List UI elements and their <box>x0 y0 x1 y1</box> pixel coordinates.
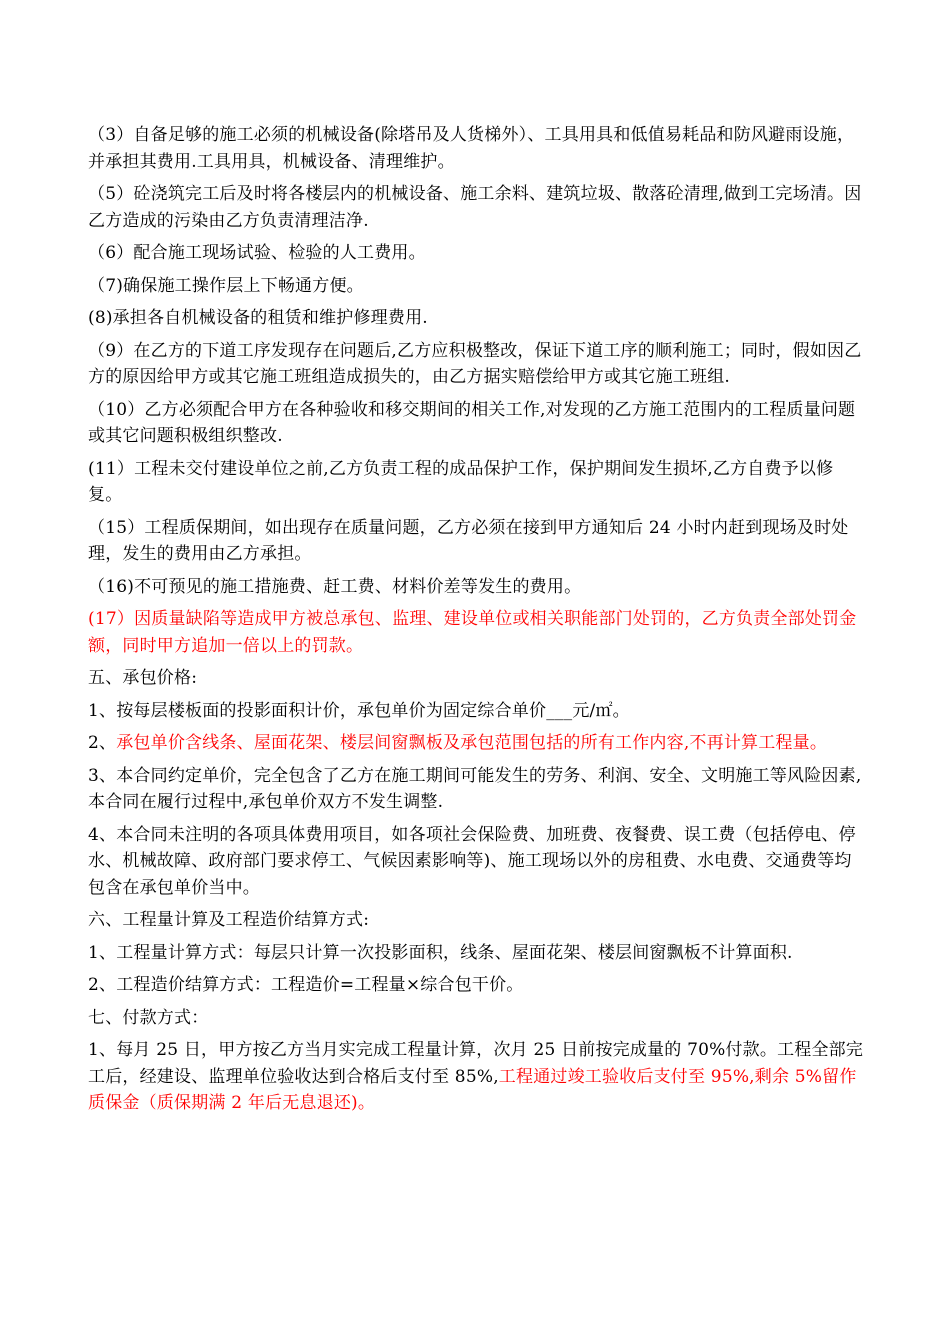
text-segment: （15）工程质保期间，如出现存在质量问题，乙方必须在接到甲方通知后 24 小时内赶到现场及时处理，发生的费用由乙方承担。 <box>88 517 849 564</box>
text-segment: (11）工程未交付建设单位之前,乙方负责工程的成品保护工作，保护期间发生损坏,乙方自费予以修复。 <box>88 458 834 505</box>
text-segment: （7)确保施工操作层上下畅通方便。 <box>88 275 364 296</box>
document-body <box>88 122 864 1123</box>
paragraph <box>88 1005 864 1032</box>
text-segment: 2、 <box>88 733 117 753</box>
paragraph <box>88 338 864 391</box>
paragraph <box>88 456 864 509</box>
paragraph <box>88 122 864 175</box>
text-segment: 3、本合同约定单价，完全包含了乙方在施工期间可能发生的劳务、利润、安全、文明施工等风险因素,本合同在履行过程中,承包单价双方不发生调整. <box>88 765 862 812</box>
text-segment: 1、工程量计算方式：每层只计算一次投影面积，线条、屋面花架、楼层间窗飘板不计算面积. <box>88 942 793 963</box>
paragraph <box>88 972 864 999</box>
text-segment: （10）乙方必须配合甲方在各种验收和移交期间的相关工作,对发现的乙方施工范围内的工程质量问题或其它问题积极组织整改. <box>88 399 856 446</box>
text-segment: （9）在乙方的下道工序发现存在问题后,乙方应积极整改，保证下道工序的顺利施工；同时，假如因乙方的原因给甲方或其它施工班组造成损失的，由乙方据实赔偿给甲方或其它施工班组. <box>88 340 862 387</box>
paragraph <box>88 515 864 568</box>
paragraph <box>88 822 864 902</box>
paragraph <box>88 907 864 934</box>
text-segment: 2、工程造价结算方式：工程造价=工程量×综合包干价。 <box>88 975 524 995</box>
paragraph <box>88 574 864 601</box>
highlighted-text: (17）因质量缺陷等造成甲方被总承包、监理、建设单位或相关职能部门处罚的，乙方负责全部处罚金额，同时甲方追加一倍以上的罚款。 <box>88 609 857 656</box>
text-segment: （6）配合施工现场试验、检验的人工费用。 <box>88 243 426 263</box>
text-segment: 1、按每层楼板面的投影面积计价，承包单价为固定综合单价___元/㎡。 <box>88 700 630 721</box>
text-segment: 五、承包价格: <box>88 668 198 688</box>
text-segment: （16)不可预见的施工措施费、赶工费、材料价差等发生的费用。 <box>88 576 582 597</box>
paragraph <box>88 940 864 967</box>
paragraph <box>88 1037 864 1117</box>
paragraph <box>88 240 864 267</box>
paragraph <box>88 273 864 300</box>
highlighted-text: 承包单价含线条、屋面花架、楼层间窗飘板及承包范围包括的所有工作内容,不再计算工程量。 <box>116 733 828 753</box>
text-segment: 4、本合同未注明的各项具体费用项目，如各项社会保险费、加班费、夜餐费、误工费（包括停电、停水、机械故障、政府部门要求停工、气候因素影响等)、施工现场以外的房租费、水电费、交通费等均包含在承包单价当中。 <box>88 824 856 898</box>
paragraph <box>88 665 864 692</box>
paragraph <box>88 397 864 450</box>
text-segment: 七、付款方式： <box>88 1007 209 1028</box>
text-segment: （5）砼浇筑完工后及时将各楼层内的机械设备、施工余料、建筑垃圾、散落砼清理,做到工完场清。因乙方造成的污染由乙方负责清理洁净. <box>88 184 862 231</box>
text-segment: （3）自备足够的施工必须的机械设备(除塔吊及人货梯外）、工具用具和低值易耗品和防风避雨设施，并承担其费用.工具用具，机械设备、清理维护。 <box>88 125 855 172</box>
text-segment: 六、工程量计算及工程造价结算方式: <box>88 910 370 930</box>
paragraph <box>88 730 864 757</box>
paragraph <box>88 181 864 234</box>
paragraph <box>88 763 864 816</box>
highlighted-text: 工程通过竣工验收后支付至 95%,剩余 5%留作质保金（质保期满 2 年后无息退还)。 <box>88 1066 857 1113</box>
paragraph <box>88 606 864 659</box>
paragraph <box>88 698 864 725</box>
text-segment: (8)承担各自机械设备的租赁和维护修理费用. <box>88 308 428 328</box>
text-segment: 1、每月 25 日，甲方按乙方当月实完成工程量计算，次月 25 日前按完成量的 70%付款。工程全部完工后，经建设、监理单位验收达到合格后支付至 85%, <box>88 1040 864 1087</box>
paragraph <box>88 305 864 332</box>
